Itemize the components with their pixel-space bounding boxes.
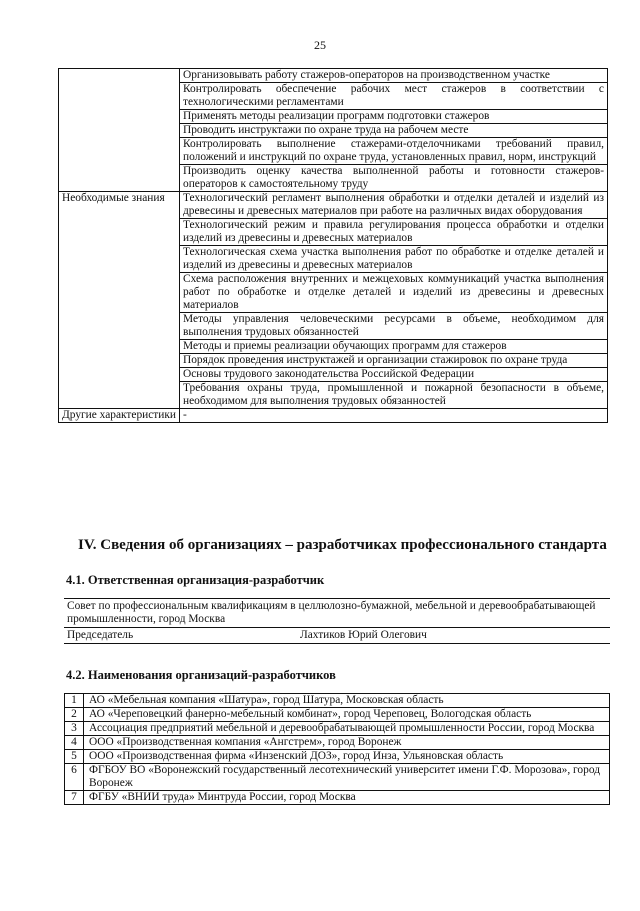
table-cell: Схема расположения внутренних и межцеховых коммуникаций участка выполнения работ по обработке и отделке деталей и изделий из древесины и древесных материалов bbox=[180, 273, 608, 313]
table-cell: Организовывать работу стажеров-операторов на производственном участке bbox=[180, 69, 608, 83]
knowledge-label: Необходимые знания bbox=[59, 192, 180, 409]
table-row bbox=[65, 736, 610, 750]
other-characteristics-value: - bbox=[180, 409, 608, 423]
row-number: 4 bbox=[65, 736, 84, 750]
table-row bbox=[65, 791, 610, 805]
table-cell: Порядок проведения инструктажей и организации стажировок по охране труда bbox=[180, 354, 608, 368]
page-number: 25 bbox=[314, 38, 326, 52]
row-number: 5 bbox=[65, 750, 84, 764]
table-cell: Технологический регламент выполнения обработки и отделки деталей и изделий из древесины и древесных материалов при работе на различных видах оборудования bbox=[180, 192, 608, 219]
chair-label: Председатель bbox=[64, 628, 260, 644]
row-number: 3 bbox=[65, 722, 84, 736]
table-row bbox=[65, 764, 610, 791]
organization-name: АО «Череповецкий фанерно-мебельный комбинат», город Череповец, Вологодская область bbox=[84, 708, 610, 722]
table-row bbox=[65, 722, 610, 736]
other-characteristics-label: Другие характеристики bbox=[59, 409, 180, 423]
table-cell: Контролировать выполнение стажерами-отделочниками требований правил, положений и инструкций по охране труда, установленных правил, норм, инструкций bbox=[180, 138, 608, 165]
section-title: IV. Сведения об организациях – разработчиках профессионального стандарта bbox=[78, 537, 607, 553]
responsible-organization-table bbox=[64, 598, 610, 644]
table-cell: Методы и приемы реализации обучающих программ для стажеров bbox=[180, 340, 608, 354]
table-row bbox=[65, 750, 610, 764]
table-cell: Технологический режим и правила регулирования процесса обработки и отделки изделий из древесины и древесных материалов bbox=[180, 219, 608, 246]
table-cell: Требования охраны труда, промышленной и пожарной безопасности в объеме, необходимом для выполнения трудовых обязанностей bbox=[180, 382, 608, 409]
row-number: 6 bbox=[65, 764, 84, 791]
row-number: 2 bbox=[65, 708, 84, 722]
table-row bbox=[59, 192, 608, 219]
organization-name: Ассоциация предприятий мебельной и деревообрабатывающей промышленности России, город Москва bbox=[84, 722, 610, 736]
subsection-title-developers: 4.2. Наименования организаций-разработчиков bbox=[66, 668, 336, 682]
table-cell: Производить оценку качества выполненной работы и готовности стажеров-операторов к самостоятельному труду bbox=[180, 165, 608, 192]
table-row bbox=[65, 694, 610, 708]
table-row bbox=[65, 708, 610, 722]
table-row bbox=[64, 628, 610, 644]
table-cell: Технологическая схема участка выполнения работ по обработке и отделке деталей и изделий из древесины и древесных материалов bbox=[180, 246, 608, 273]
subsection-title-responsible: 4.1. Ответственная организация-разработчик bbox=[66, 573, 325, 587]
table-cell: Методы управления человеческими ресурсами в объеме, необходимом для выполнения трудовых обязанностей bbox=[180, 313, 608, 340]
table-cell: Применять методы реализации программ подготовки стажеров bbox=[180, 110, 608, 124]
table-cell: Проводить инструктажи по охране труда на рабочем месте bbox=[180, 124, 608, 138]
row-number: 1 bbox=[65, 694, 84, 708]
organization-name: ФГБОУ ВО «Воронежский государственный лесотехнический университет имени Г.Ф. Морозова», город Воронеж bbox=[84, 764, 610, 791]
table-row bbox=[59, 409, 608, 423]
table-cell: Контролировать обеспечение рабочих мест стажеров в соответствии с технологическими регламентами bbox=[180, 83, 608, 110]
table-row bbox=[64, 599, 610, 628]
developer-organizations-table bbox=[64, 693, 610, 805]
organization-name: ФГБУ «ВНИИ труда» Минтруда России, город Москва bbox=[84, 791, 610, 805]
skills-label-cell bbox=[59, 69, 180, 192]
labor-functions-table bbox=[58, 68, 608, 423]
organization-name: АО «Мебельная компания «Шатура», город Шатура, Московская область bbox=[84, 694, 610, 708]
chair-name: Лахтиков Юрий Олегович bbox=[260, 628, 610, 644]
row-number: 7 bbox=[65, 791, 84, 805]
organization-name: ООО «Производственная фирма «Инзенский ДОЗ», город Инза, Ульяновская область bbox=[84, 750, 610, 764]
table-row bbox=[59, 69, 608, 83]
table-cell: Основы трудового законодательства Российской Федерации bbox=[180, 368, 608, 382]
organization-name: ООО «Производственная компания «Ангстрем», город Воронеж bbox=[84, 736, 610, 750]
responsible-organization-name: Совет по профессиональным квалификациям в целлюлозно-бумажной, мебельной и деревообрабатывающей промышленности, город Москва bbox=[64, 599, 610, 628]
